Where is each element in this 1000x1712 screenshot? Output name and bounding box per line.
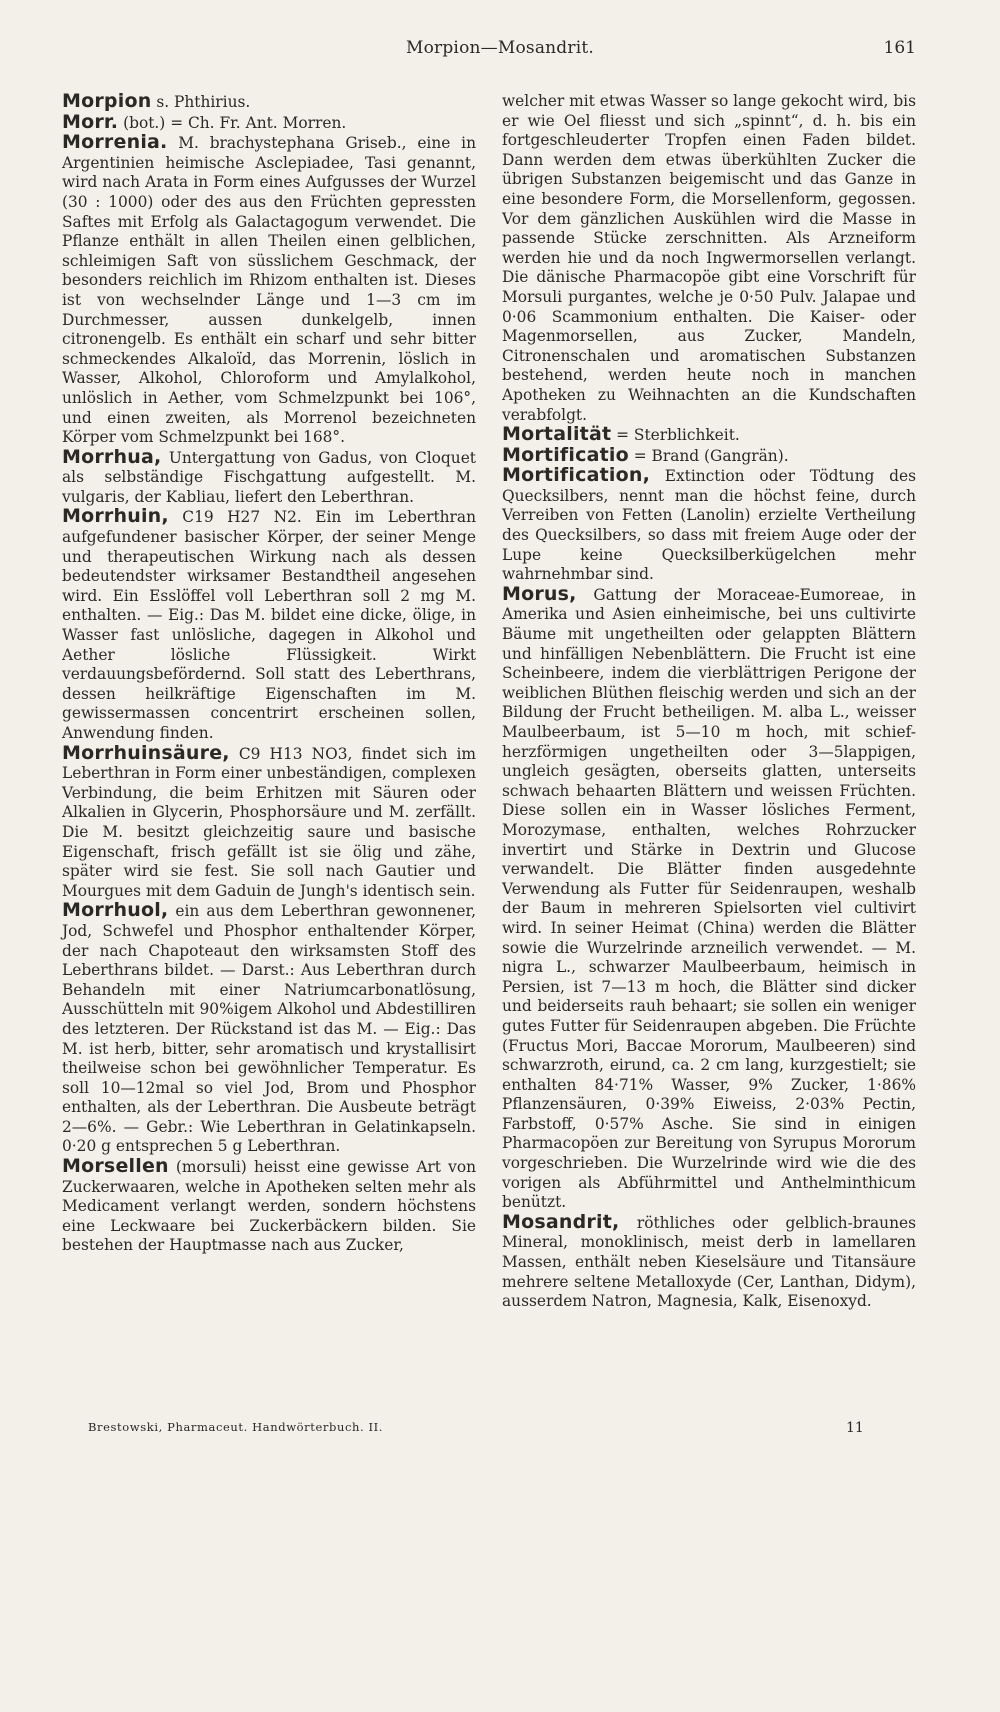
entry-text: = Sterblichkeit.: [611, 426, 740, 445]
entry-morsellen-continued: [502, 92, 916, 425]
entry-text: s. Phthirius.: [151, 93, 251, 111]
headword: Morrenia.: [62, 131, 168, 154]
headword: Morsellen: [62, 1155, 169, 1178]
entry-text: = Brand (Gangrän).: [628, 446, 789, 465]
headword: Morr.: [62, 110, 119, 133]
entry-morrhuinsaeure: [62, 741, 476, 902]
entry-text: röthliches oder gelblich-braunes Mineral, monoklinisch, meist derb in lamellaren Massen, enthält neben Kieselsäure und Titansäure mehrere seltene Metalloxyde (Cer, Lanthan, Didym), ausserdem Natron, Magnesia, Kalk, Eisenoxyd.: [502, 1213, 916, 1311]
entry-morr: [62, 110, 476, 134]
sheet-signature: 11: [846, 1420, 864, 1436]
headword: Morpion: [62, 90, 152, 112]
entry-morsellen: [62, 1157, 476, 1256]
headword: Morrhua,: [62, 445, 162, 468]
entry-morrhuin: [62, 507, 476, 743]
right-column: [502, 92, 916, 1312]
entry-text: Untergattung von Gadus, von Cloquet als selbständige Fischgattung aufgestellt. M. vulgaris, der Kabliau, liefert den Leberthran.: [62, 448, 476, 506]
footer-imprint: Brestowski, Pharmaceut. Handwörterbuch. II.: [88, 1420, 384, 1434]
entry-text: Gattung der Moraceae-Eumoreae, in Amerika und Asien einheimische, bei uns cultivirte Bäume mit ungetheilten oder gelappten Blättern und hinfälligen Nebenblättern. Die Frucht ist eine Scheinbeere, indem die vierblättrigen Perigone der weiblichen Blüthen fleischig werden und sich an der Bildung der Frucht betheiligen. M. alba L., weisser Maulbeerbaum, ist 5—10 m hoch, mit schief-herzförmigen ungetheilten oder 3—5lappigen, ungleich gesägten, oberseits glatten, unterseits schwach behaarten Blättern und weissen Früchten. Diese sollen ein in Wasser lösliches Ferment, Morozymase, enthalten, welches Rohrzucker invertirt und Stärke in Dextrin und Glucose verwandelt. Die Blätter finden ausgedehnte Verwendung als Futter für Seidenraupen, weshalb der Baum in mehreren Spielsorten viel cultivirt wird. In seiner Heimat (China) werden die Blätter sowie die Wurzelrinde arzneilich verwendet. — M. nigra L., schwarzer Maulbeerbaum, heimisch in Persien, ist 7—13 m hoch, die Blätter sind dicker und beiderseits rauh behaart; sie sollen ein weniger gutes Futter für Seidenraupen abgeben. Die Früchte (Fructus Mori, Baccae Mororum, Maulbeeren) sind schwarzroth, eirund, ca. 2 cm lang, kurzgestielt; sie enthalten 84·71% Wasser, 9% Zucker, 1·86% Pflanzensäuren, 0·39% Eiweiss, 2·03% Pectin, Farbstoff, 0·57% Asche. Sie sind in einigen Pharmacopöen zur Bereitung von Syrupus Mororum vorgeschrieben. Die Wurzelrinde wird wie die des vorigen als Abführmittel und Anthelminthicum benützt.: [502, 585, 916, 1212]
entry-morrenia: [62, 133, 476, 448]
entry-text: welcher mit etwas Wasser so lange gekocht wird, bis er wie Oel fliesst und sich „spinnt“, d. h. bis ein fortgeschleuderter Tropfen einen Faden bildet. Dann werden dem etwas überkühlten Zucker die übrigen Substanzen beigemischt und das Ganze in eine besondere Form, die Morsellenform, gegossen. Vor dem gänzlichen Auskühlen wird die Masse in passende Stücke zerschnitten. Als Arzneiform werden hie und da noch Ingwermorsellen verlangt. Die dänische Pharmacopöe gibt eine Vorschrift für Morsuli purgantes, welche je 0·50 Pulv. Jalapae und 0·06 Scammonium enthalten. Die Kaiser- oder Magenmorsellen, aus Zucker, Mandeln, Citronenschalen und aromatischen Substanzen bestehend, werden heute noch in manchen Apotheken zu Weihnachten an die Kundschaften verabfolgt.: [502, 92, 916, 424]
running-head: Morpion—Mosandrit.: [405, 38, 594, 58]
page-number: 161: [883, 38, 916, 58]
headword: Mortification,: [502, 464, 650, 487]
entry-morrhua: [62, 445, 476, 508]
entry-morpion: [62, 92, 476, 113]
headword: Morus,: [502, 582, 577, 605]
left-column: [62, 92, 476, 1256]
entry-morus: [502, 582, 916, 1213]
entry-text: (morsuli) heisst eine gewisse Art von Zuckerwaaren, welche in Apotheken selten mehr als Medicament verlangt werden, sondern höchstens eine Leckwaare bei Zuckerbäckern bilden. Sie bestehen der Hauptmasse nach aus Zucker,: [62, 1158, 476, 1255]
entry-mortalitaet: [502, 425, 916, 446]
headword: Morrhuinsäure,: [62, 741, 230, 764]
entry-text: Extinction oder Tödtung des Quecksilbers, nennt man die höchst feine, durch Verreiben von Fetten (Lanolin) erzielte Vertheilung des Quecksilbers, so dass mit freiem Auge oder der Lupe keine Quecksilberkügelchen mehr wahrnehmbar sind.: [502, 467, 916, 584]
headword: Morrhuol,: [62, 899, 169, 922]
entry-text: ein aus dem Leberthran gewonnener, Jod, Schwefel und Phosphor enthaltender Körper, der nach Chapoteaut den wirksamsten Stoff des Leberthrans bildet. — Darst.: Aus Leberthran durch Behandeln mit einer Natriumcarbonatlösung, Ausschütteln mit 90%igem Alkohol und Abdestilliren des letzteren. Der Rückstand ist das M. — Eig.: Das M. ist herb, bitter, sehr aromatisch und krystallisirt theilweise schon bei gewöhnlicher Temperatur. Es soll 10—12mal so viel Jod, Brom und Phosphor enthalten, als der Leberthran. Die Ausbeute beträgt 2—6%. — Gebr.: Wie Leberthran in Gelatinkapseln. 0·20 g entsprechen 5 g Leberthran.: [62, 902, 476, 1156]
entry-mortificatio: [502, 443, 916, 467]
entry-mosandrit: [502, 1210, 916, 1312]
entry-text: (bot.) = Ch. Fr. Ant. Morren.: [118, 113, 347, 132]
entry-text: M. brachystephana Griseb., eine in Argentinien heimische Asclepiadee, Tasi genannt, wird nach Arata in Form eines Aufgusses der Wurzel (30 : 1000) oder des aus den Früchten gepressten Saftes mit Erfolg als Galactagogum verwendet. Die Pflanze enthält in allen Theilen einen gelblichen, schleimigen Saft von süsslichem Geschmack, der besonders reichlich im Rhizom enthalten ist. Dieses ist von wechselnder Länge und 1—3 cm im Durchmesser, aussen dunkelgelb, innen citronengelb. Es enthält ein scharf und sehr bitter schmeckendes Alkaloïd, das Morrenin, löslich in Wasser, Alkohol, Chloroform und Amylalkohol, unlöslich in Aether, vom Schmelzpunkt bei 106°, und einen zweiten, als Morrenol bezeichneten Körper vom Schmelzpunkt bei 168°.: [62, 134, 476, 447]
entry-text: C9 H13 NO3, findet sich im Leberthran in Form einer unbeständigen, complexen Verbindung, die beim Erhitzen mit Säuren oder Alkalien in Glycerin, Phosphorsäure und M. zerfällt. Die M. besitzt gleichzeitig saure und basische Eigenschaft, frisch gefällt ist sie ölig und zähe, später wird sie fest. Sie soll nach Gautier und Mourgues mit dem Gaduin de Jungh's identisch sein.: [62, 744, 476, 900]
headword: Morrhuin,: [62, 505, 169, 528]
entry-morrhuol: [62, 901, 476, 1157]
headword: Mortificatio: [502, 443, 629, 466]
headword: Mortalität: [502, 423, 612, 446]
entry-mortification: [502, 466, 916, 585]
entry-text: C19 H27 N2. Ein im Leberthran aufgefundener basischer Körper, der seiner Menge und therapeutischen Wirkung nach als dessen bedeutendster wirksamer Bestandtheil angesehen wird. Ein Esslöffel voll Leberthran soll 2 mg M. enthalten. — Eig.: Das M. bildet eine dicke, ölige, in Wasser fast unlösliche, dagegen in Alkohol und Aether lösliche Flüssigkeit. Wirkt verdauungsbefördernd. Soll statt des Leberthrans, dessen heilkräftige Eigenschaften im M. gewissermassen concentrirt erscheinen sollen, Anwendung finden.: [62, 508, 476, 742]
headword: Mosandrit,: [502, 1210, 620, 1233]
